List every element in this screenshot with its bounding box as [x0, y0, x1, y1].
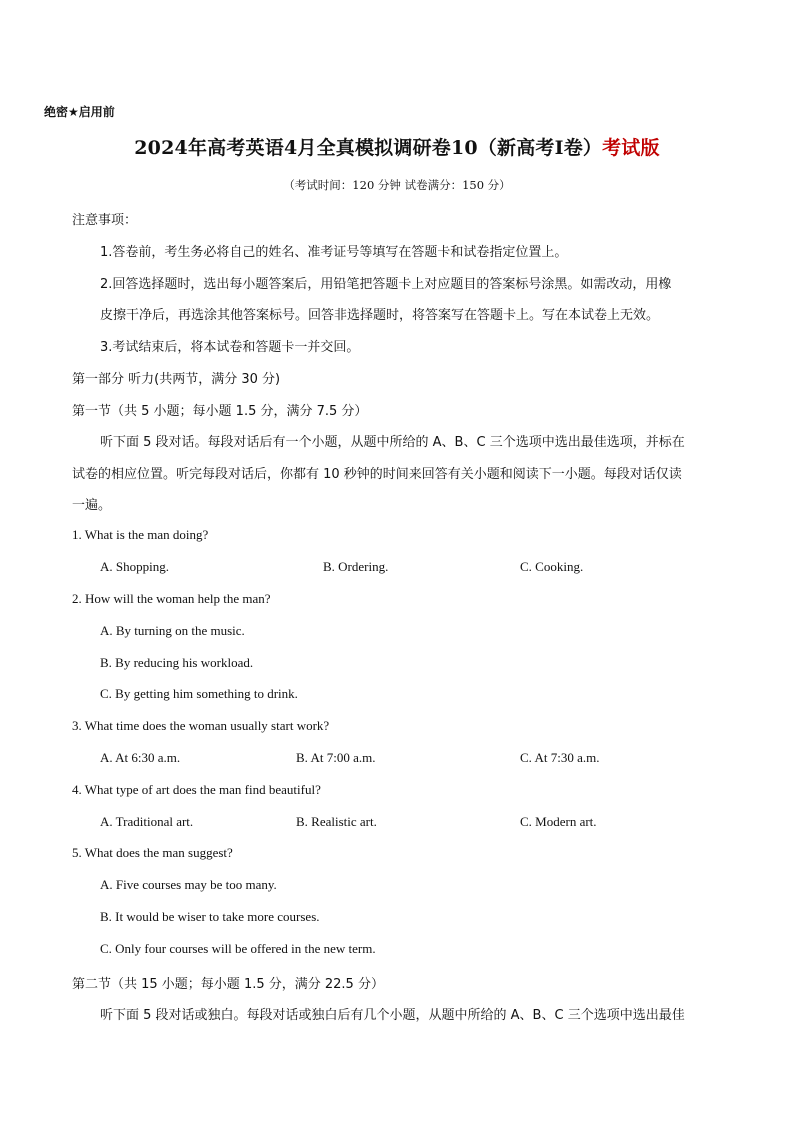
section2-heading: 第二节（共 15 小题；每小题 1.5 分，满分 22.5 分）	[72, 977, 384, 992]
question-1-stem: 1. What is the man doing?	[72, 527, 209, 542]
note-1: 1.答卷前，考生务必将自己的姓名、准考证号等填写在答题卡和试卷指定位置上。	[100, 245, 568, 260]
question-5-option-a: A. Five courses may be too many.	[100, 877, 277, 892]
question-3-option-c: C. At 7:30 a.m.	[520, 750, 600, 765]
question-3-option-a: A. At 6:30 a.m.	[100, 750, 181, 765]
note-2-line-2: 皮擦干净后，再选涂其他答案标号。回答非选择题时，将答案写在答题卡上。写在本试卷上无效。	[100, 308, 660, 323]
question-4-option-a: A. Traditional art.	[100, 814, 194, 829]
question-2-option-a: A. By turning on the music.	[100, 623, 245, 638]
question-4-option-c: C. Modern art.	[520, 814, 597, 829]
question-1-option-c: C. Cooking.	[520, 559, 584, 574]
question-5-option-c: C. Only four courses will be offered in the new term.	[100, 941, 376, 956]
question-3-stem: 3. What time does the woman usually start work?	[72, 718, 330, 733]
question-2-stem: 2. How will the woman help the man?	[72, 591, 271, 606]
note-2-line-1: 2.回答选择题时，选出每小题答案后，用铅笔把答题卡上对应题目的答案标号涂黑。如需改动，用橡	[100, 277, 672, 292]
question-4-option-b: B. Realistic art.	[296, 814, 377, 829]
section1-instruction-line-2: 试卷的相应位置。听完每段对话后，你都有 10 秒钟的时间来回答有关小题和阅读下一小题。每段对话仅读	[72, 467, 682, 482]
question-2-option-b: B. By reducing his workload.	[100, 655, 254, 670]
question-1-option-a: A. Shopping.	[100, 559, 169, 574]
question-5-option-b: B. It would be wiser to take more courses.	[100, 909, 320, 924]
confidential-label: 绝密★启用前	[44, 105, 115, 119]
question-4-stem: 4. What type of art does the man find beautiful?	[72, 782, 321, 797]
question-5-stem: 5. What does the man suggest?	[72, 845, 233, 860]
title-main: 2024年高考英语4月全真模拟调研卷10（新高考I卷）	[134, 137, 603, 159]
page-title	[0, 133, 794, 160]
exam-info: （考试时间：120 分钟 试卷满分：150 分）	[283, 178, 511, 192]
section1-heading: 第一节（共 5 小题；每小题 1.5 分，满分 7.5 分）	[72, 404, 368, 419]
notes-heading: 注意事项：	[72, 213, 138, 228]
section2-instruction: 听下面 5 段对话或独白。每段对话或独白后有几个小题，从题中所给的 A、B、C 三个选项中选出最佳	[100, 1008, 685, 1023]
title-edition: 考试版	[602, 137, 660, 159]
question-1-option-b: B. Ordering.	[323, 559, 389, 574]
question-2-option-c: C. By getting him something to drink.	[100, 686, 298, 701]
question-3-option-b: B. At 7:00 a.m.	[296, 750, 376, 765]
section1-instruction-line-3: 一遍。	[72, 498, 112, 513]
section1-instruction-line-1: 听下面 5 段对话。每段对话后有一个小题，从题中所给的 A、B、C 三个选项中选出最佳选项，并标在	[100, 435, 685, 450]
note-3: 3.考试结束后，将本试卷和答题卡一并交回。	[100, 340, 360, 355]
part1-heading: 第一部分 听力(共两节，满分 30 分)	[72, 372, 281, 387]
